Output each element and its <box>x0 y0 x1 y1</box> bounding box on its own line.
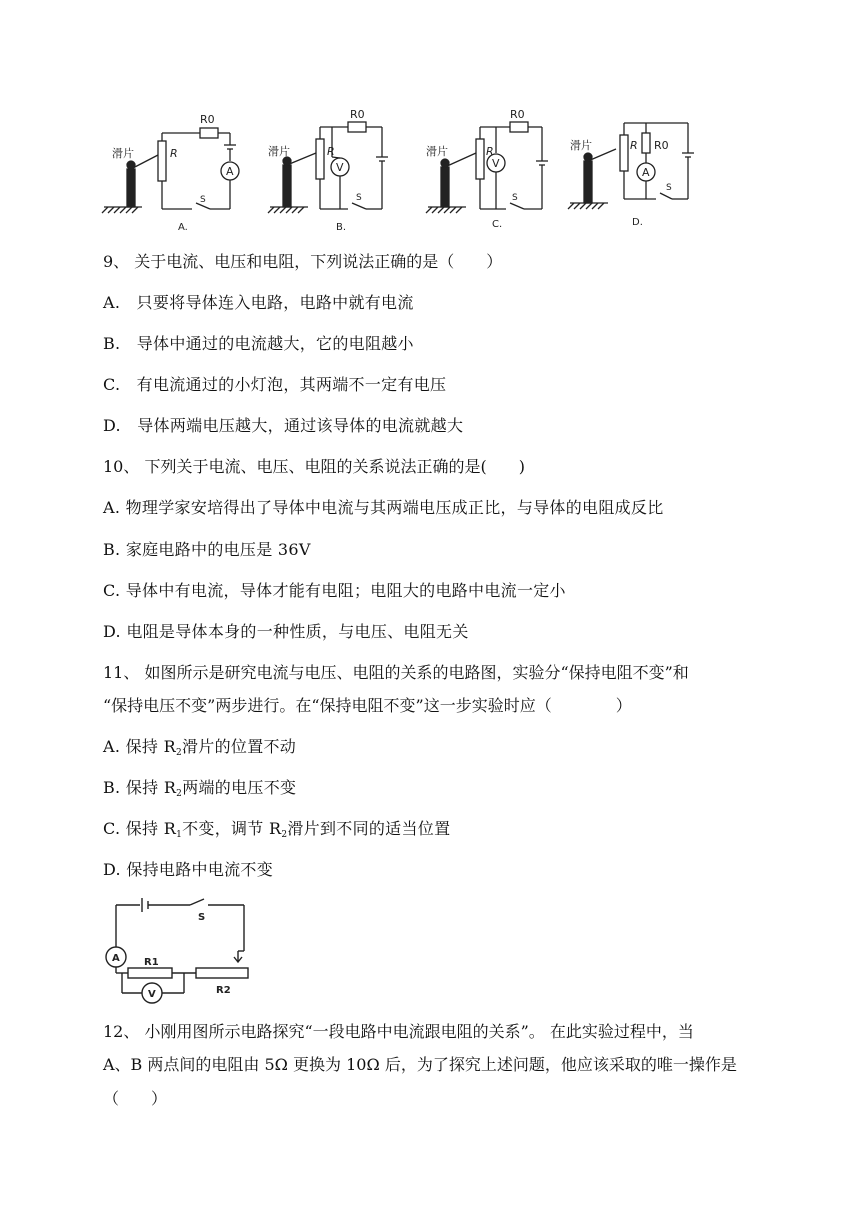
q10-option-d[interactable]: D. 电阻是导体本身的一种性质，与电压、电阻无关 <box>103 622 469 641</box>
q9-option-a[interactable]: A. 只要将导体连入电路，电路中就有电流 <box>103 293 414 312</box>
q9-option-b[interactable]: B. 导体中通过的电流越大，它的电阻越小 <box>103 334 414 353</box>
svg-text:S: S <box>666 183 672 193</box>
ammeter-label-a: A <box>226 165 234 178</box>
svg-text:S: S <box>356 193 362 203</box>
circuit-diagram-b <box>268 122 388 213</box>
svg-text:S: S <box>512 193 518 203</box>
svg-text:R1: R1 <box>144 957 159 968</box>
svg-text:R: R <box>486 145 494 158</box>
svg-text:R: R <box>170 147 178 160</box>
voltmeter-label-b: V <box>336 161 344 174</box>
svg-text:R2: R2 <box>216 985 231 996</box>
circuit-diagram-d <box>568 123 694 209</box>
q11-option-b[interactable]: B. 保持 $R_2$两端的电压不变 <box>103 778 297 799</box>
q11-option-c[interactable]: C. 保持 $R_1$不变，调节 $R_2$滑片到不同的适当位置 <box>103 819 451 840</box>
voltmeter-label: V <box>148 989 156 1000</box>
q11-option-d[interactable]: D. 保持电路中电流不变 <box>103 860 274 879</box>
caption-b: B. <box>336 222 347 233</box>
q10-stem: 10、 下列关于电流、电压、电阻的关系说法正确的是( ) <box>103 457 525 476</box>
slider-label-a: 滑片 <box>112 147 134 160</box>
slider-label-b: 滑片 <box>268 145 290 158</box>
slider-label-d: 滑片 <box>570 139 592 152</box>
svg-text:R: R <box>327 145 335 158</box>
q11-stem-line1: 11、 如图所示是研究电流与电压、电阻的关系的电路图，实验分“保持电阻不变”和 <box>103 663 689 682</box>
svg-text:S: S <box>198 912 206 923</box>
caption-a: A. <box>178 222 188 233</box>
q10-option-c[interactable]: C. 导体中有电流，导体才能有电阻；电阻大的电路中电流一定小 <box>103 581 566 600</box>
circuit-options-figure <box>100 105 720 235</box>
q9-option-c[interactable]: C. 有电流通过的小灯泡，其两端不一定有电压 <box>103 375 447 394</box>
svg-text:R0: R0 <box>510 108 525 121</box>
q10-option-a[interactable]: A. 物理学家安培得出了导体中电流与其两端电压成正比，与导体的电阻成反比 <box>103 498 664 517</box>
ammeter-label-d: A <box>642 166 650 179</box>
q11-circuit-figure <box>100 895 260 1005</box>
q9-stem: 9、 关于电流、电压和电阻，下列说法正确的是（ ） <box>103 252 503 271</box>
svg-text:R0: R0 <box>654 139 669 152</box>
q10-option-b[interactable]: B. 家庭电路中的电压是 36V <box>103 540 311 559</box>
caption-d: D. <box>632 217 643 228</box>
svg-text:S: S <box>200 195 206 205</box>
q11-option-a[interactable]: A. 保持 $R_2$滑片的位置不动 <box>103 737 297 758</box>
q12-line2: A、B 两点间的电阻由 5Ω 更换为 10Ω 后，为了探究上述问题，他应该采取的唯一操作是 <box>103 1055 737 1074</box>
q12-line1: 12、 小刚用图所示电路探究“一段电路中电流跟电阻的关系”。 在此实验过程中，当 <box>103 1022 694 1041</box>
svg-text:R0: R0 <box>200 113 215 126</box>
voltmeter-label-c: V <box>492 157 500 170</box>
q11-stem-line2: “保持电压不变”两步进行。在“保持电阻不变”这一步实验时应（ ） <box>103 696 632 715</box>
q9-option-d[interactable]: D. 导体两端电压越大，通过该导体的电流就越大 <box>103 416 464 435</box>
circuit-diagram-a <box>102 128 239 213</box>
q12-line3: （ ） <box>103 1089 168 1108</box>
svg-text:R0: R0 <box>350 108 365 121</box>
svg-text:R: R <box>630 139 638 152</box>
caption-c: C. <box>492 219 503 230</box>
slider-label-c: 滑片 <box>426 145 448 158</box>
ammeter-label: A <box>112 953 120 964</box>
circuit-diagram-c <box>426 122 548 213</box>
